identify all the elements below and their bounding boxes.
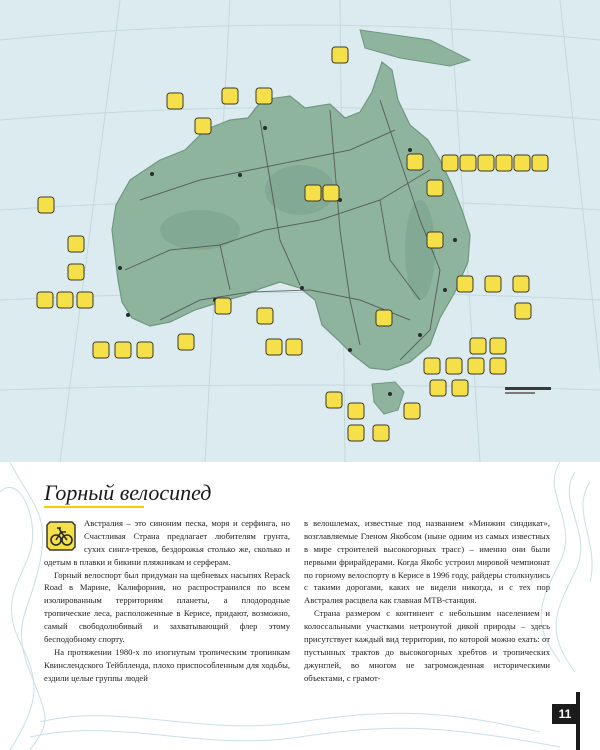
heading-underline [44, 506, 144, 508]
mountain-bike-icon [44, 519, 78, 553]
body-paragraph: Горный велоспорт был придуман на щебневых насыпях Repack Road в Марине, Калифорния, но распространился по всем изолированным территориям планеты, а плодородные тропические леса, расположенные в Керисе, придают, возможно, самый свободолюбивый и захватывающий флер этому бесподобному спорту. [44, 569, 290, 645]
icon-cluster-southeast[interactable] [326, 358, 506, 441]
body-paragraph: в велошлемах, известные под названием «Минжин синдикат», возглавляемые Гленом Якобсом (ныне одним из самых известных в мире строителей высокогорных трасс) – именно они были первыми фрирайдерами. Когда Якобс устроил мировой чемпионат по горному велоспорту в Керисе в 1996 году, райдеры столкнулись с такими дорогами, каких не видели никогда, и с тех пор Австралия расцвела как главная МТВ-станция. [304, 518, 550, 606]
text-column-left [44, 517, 290, 685]
map-scale-bar [505, 387, 551, 394]
body-paragraph: На протяжении 1980-х по изогнутым тропическим тропинкам Квинслендского Тейблленда, плохо приспособленным для ходьбы, ездили целые группы людей [44, 646, 290, 683]
body-paragraph: Страна размером с континент с небольшим населением и колоссальными участками нетронутой дикой природы – здесь присутствует каждый вид территории, по которой можно ехать: от пустынных трактов до высокогорных хребтов и тропических джунглей, во многом не загроможденная историческими объектами, с грамот- [304, 608, 550, 683]
page-number: 11 [552, 704, 578, 724]
intro-paragraph: Австралия – это синоним песка, моря и серфинга, но Счастливая Страна предлагает любителям грунта, сухих сингл-треков, бездорожья столько же, сколько и одетым в плавки и бикини пляжникам и серферам. [44, 518, 290, 567]
tasmania-landmass [372, 382, 404, 414]
section-heading: Горный велосипед [44, 480, 212, 505]
text-column-right [304, 517, 550, 685]
